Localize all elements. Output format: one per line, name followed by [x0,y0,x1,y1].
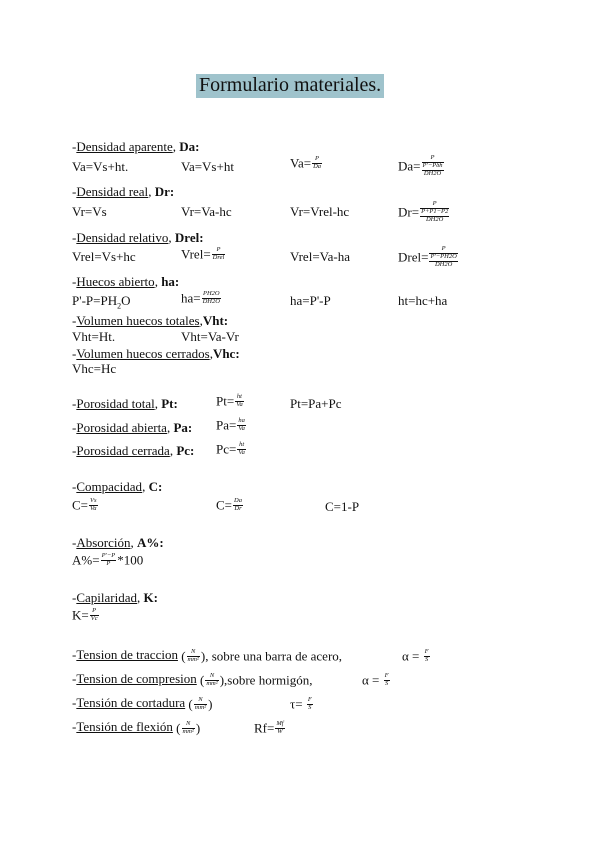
row-tension-compresion: -Tension de compresion ( $\frac{N}{\text{mm²}}$ ),sobre hormigón, [72,671,313,688]
formula-vrel-3: Vrel=Va-ha [290,249,350,264]
heading-compacidad: -Compacidad, C: [72,479,163,494]
formula-ht: ht=hc+ha [398,293,448,308]
heading-volumen-huecos-cerrados: -Volumen huecos cerrados,Vhc: [72,346,240,361]
heading-densidad-real: -Densidad real, Dr: [72,184,175,199]
row-tension-flexion: -Tensión de flexión ( $\frac{N}{\text{mm²}}$ ) [72,719,201,736]
heading-volumen-huecos-totales: -Volumen huecos totales,Vht: [72,313,229,328]
formula-pt-1: Pt= $\frac{ht}{Va}$ [216,392,243,409]
formula-vrel-1: Vrel=Vs+hc [72,249,136,264]
formula-compresion: α = $\frac{F}{S}$ [362,671,389,688]
heading-capilaridad: -Capilaridad, K: [72,590,158,605]
formula-pa: Pa= $\frac{ha}{Va}$ [216,416,245,433]
formula-c-1: C= $\frac{Vs}{Va}$ [72,496,97,513]
formula-dr: Dr= P P+P1−P2 DH2O [398,200,449,223]
formula-vhc: Vhc=Hc [72,361,117,376]
heading-huecos-abierto: -Huecos abierto, ha: [72,274,180,289]
heading-densidad-aparente: -Densidad aparente, Da: [72,139,200,154]
formula-pt-2: Pt=Pa+Pc [290,396,342,411]
formula-va-3: Va= $\frac{P}{Da}$ [290,154,322,171]
formula-cortadura: τ= $\frac{F}{S}$ [290,695,312,712]
formula-vht-1: Vht=Ht. [72,329,116,344]
formula-c-2: C= $\frac{Da}{Dr}$ [216,496,242,513]
formula-ha-3: ha=P'-P [290,293,331,308]
formula-vr-1: Vr=Vs [72,204,107,219]
formula-va-1: Va=Vs+ht. [72,159,129,174]
formula-flexion: Rf= $\frac{Mf}{W}$ [254,719,284,736]
formula-vr-2: Vr=Va-hc [181,204,232,219]
heading-porosidad-cerrada: -Porosidad cerrada, Pc: [72,443,195,458]
row-tension-cortadura: -Tensión de cortadura ( $\frac{N}{\text{mm²}}$ ) [72,695,213,712]
row-tension-traccion: -Tension de traccion ( $\frac{N}{\text{mm²}}$ ), sobre una barra de acero, [72,647,343,664]
heading-porosidad-total: -Porosidad total, Pt: [72,396,178,411]
formula-vr-3: Vr=Vrel-hc [290,204,350,219]
formula-drel: Drel= P P'−PH2O DH2O [398,245,457,268]
heading-absorcion: -Absorción, A%: [72,535,164,550]
heading-porosidad-abierta: -Porosidad abierta, Pa: [72,420,193,435]
heading-densidad-relativo: -Densidad relativo, Drel: [72,230,204,245]
formula-vrel-2: Vrel= $\frac{P}{\text{Drel}}$ [181,245,225,262]
formula-da: Da= P P'−Pδh DH2O [398,154,443,177]
formula-ha-2: ha= $\frac{PH2O}{DH2O}$ [181,289,220,306]
formula-k: K= $\frac{P}{Vc}$ [72,606,98,623]
formula-a: A%= $\frac{P'-P}{P}$ *100 [72,551,144,568]
formula-ha-1: $P'-P=PH_2O$ [72,293,131,311]
page-title: Formulario materiales. [196,74,384,98]
formula-traccion: α = $\frac{F}{S}$ [402,647,429,664]
formula-pc: Pc= $\frac{ht}{Va}$ [216,440,245,457]
formula-va-2: Va=Vs+ht [181,159,234,174]
formula-c-3: C=1-P [325,499,360,514]
formula-vht-2: Vht=Va-Vr [181,329,239,344]
